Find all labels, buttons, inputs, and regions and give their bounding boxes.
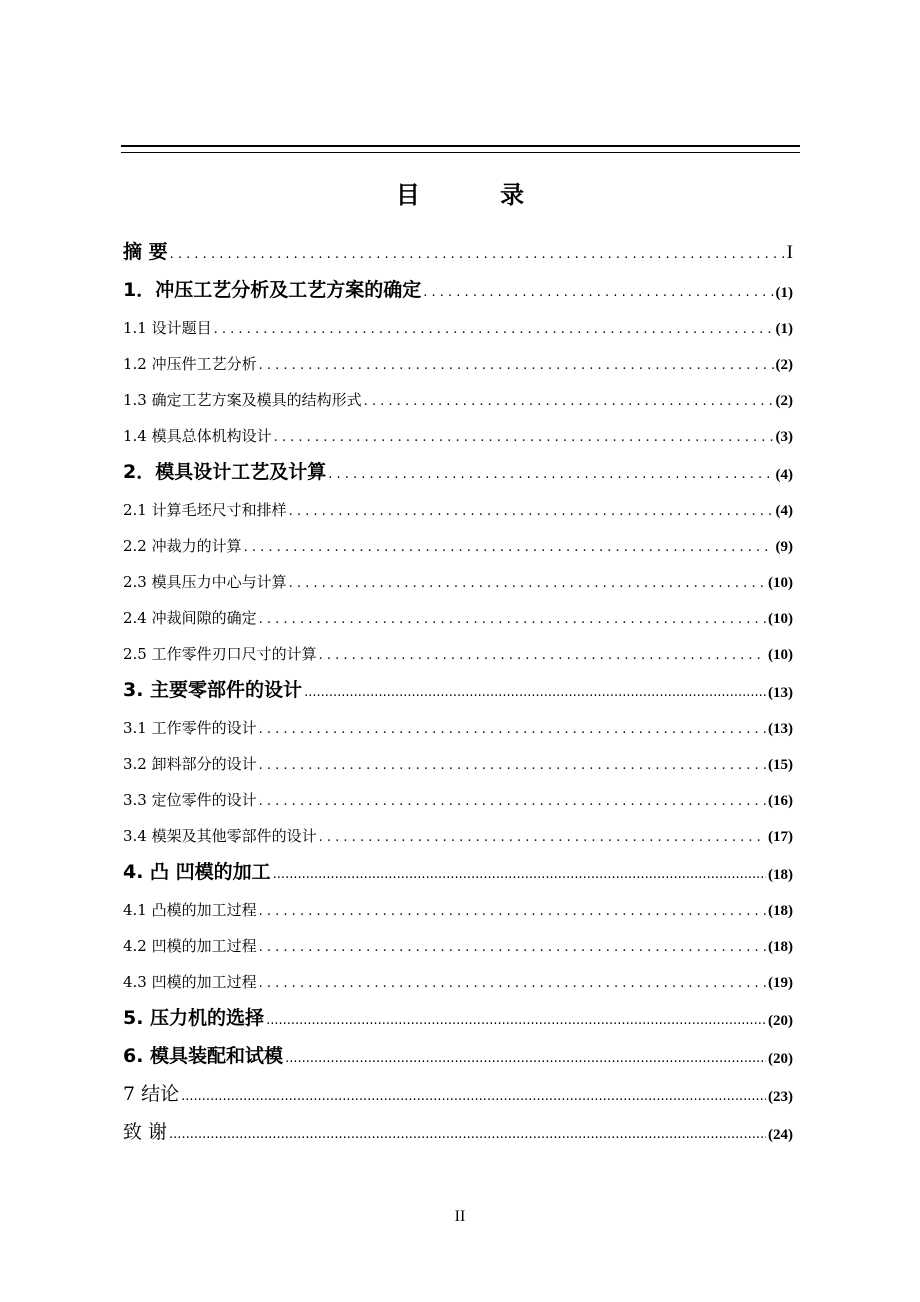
toc-leader <box>274 430 774 446</box>
toc-entry-3-3[interactable] <box>123 774 793 810</box>
page-number-footer: II <box>454 1208 466 1225</box>
toc-page: (18) <box>768 903 793 919</box>
toc-page: (23) <box>768 1089 793 1105</box>
header-rule <box>121 145 800 153</box>
toc-leader <box>259 358 774 374</box>
toc-entry-3-1[interactable] <box>123 702 793 738</box>
toc-label: 4.1 凸模的加工过程 <box>123 901 257 919</box>
toc-entry-4[interactable] <box>123 846 793 884</box>
toc-entry-2-4[interactable] <box>123 592 793 628</box>
toc-leader <box>170 246 785 264</box>
toc-entry-4-2[interactable] <box>123 920 793 956</box>
toc-leader <box>289 504 774 520</box>
toc-entry-3-2[interactable] <box>123 738 793 774</box>
toc-label: 2.2 冲裁力的计算 <box>123 537 242 555</box>
toc-entry-4-3[interactable] <box>123 956 793 992</box>
toc-leader <box>244 540 774 556</box>
toc-entry-1-2[interactable] <box>123 338 793 374</box>
toc-leader <box>304 684 766 702</box>
toc-page: (10) <box>768 647 793 663</box>
toc-entry-4-1[interactable] <box>123 884 793 920</box>
toc-page: (15) <box>768 757 793 773</box>
toc-leader <box>259 904 766 920</box>
toc-page: (10) <box>768 575 793 591</box>
toc-leader <box>266 1012 766 1030</box>
toc-leader <box>259 976 766 992</box>
toc-label: 3.2 卸料部分的设计 <box>123 755 257 773</box>
toc-label: 2.1 计算毛坯尺寸和排样 <box>123 501 287 519</box>
toc-page: (2) <box>775 393 793 409</box>
toc-label: 4.3 凹模的加工过程 <box>123 973 257 991</box>
toc-label: 3.3 定位零件的设计 <box>123 791 257 809</box>
toc-leader <box>319 830 766 846</box>
toc-leader <box>259 612 766 628</box>
toc-page: (1) <box>775 285 793 301</box>
toc-entry-2-2[interactable] <box>123 520 793 556</box>
toc-page: (9) <box>775 539 793 555</box>
toc-label: 3.4 模架及其他零部件的设计 <box>123 827 317 845</box>
toc-label: 摘 要 <box>123 241 168 263</box>
toc-label: 致 谢 <box>123 1121 168 1143</box>
toc-leader <box>259 794 766 810</box>
table-of-contents <box>123 226 793 1144</box>
toc-leader <box>423 284 773 302</box>
toc-entry-3[interactable] <box>123 664 793 702</box>
toc-page: (20) <box>768 1051 793 1067</box>
toc-label: 2.4 冲裁间隙的确定 <box>123 609 257 627</box>
toc-entry-1-1[interactable] <box>123 302 793 338</box>
toc-leader <box>169 1126 766 1144</box>
toc-leader <box>259 940 766 956</box>
toc-entry-2-3[interactable] <box>123 556 793 592</box>
toc-label: 2.3 模具压力中心与计算 <box>123 573 287 591</box>
toc-entry-7[interactable] <box>123 1068 793 1106</box>
toc-page: (17) <box>768 829 793 845</box>
toc-label: 5. 压力机的选择 <box>123 1007 265 1029</box>
toc-label: 1.2 冲压件工艺分析 <box>123 355 257 373</box>
toc-entry-2[interactable] <box>123 446 793 484</box>
toc-page: (1) <box>775 321 793 337</box>
toc-page: (3) <box>775 429 793 445</box>
toc-leader <box>181 1088 766 1106</box>
toc-label: 1.3 确定工艺方案及模具的结构形式 <box>123 391 362 409</box>
toc-leader <box>214 322 774 338</box>
toc-page: (4) <box>775 503 793 519</box>
toc-page: (18) <box>768 939 793 955</box>
toc-leader <box>289 576 766 592</box>
toc-label: 6. 模具装配和试模 <box>123 1045 284 1067</box>
toc-page: (19) <box>768 975 793 991</box>
toc-page: (18) <box>768 867 793 883</box>
toc-label: 2.5 工作零件刃口尺寸的计算 <box>123 645 317 663</box>
toc-label: 3. 主要零部件的设计 <box>123 679 303 701</box>
toc-label: 4. 凸 凹模的加工 <box>123 861 271 883</box>
toc-entry-5[interactable] <box>123 992 793 1030</box>
toc-page: (4) <box>775 467 793 483</box>
toc-page: (2) <box>775 357 793 373</box>
toc-label: 1.4 模具总体机构设计 <box>123 427 272 445</box>
toc-page: (10) <box>768 611 793 627</box>
toc-entry-1-3[interactable] <box>123 374 793 410</box>
toc-label: 4.2 凹模的加工过程 <box>123 937 257 955</box>
toc-entry-2-1[interactable] <box>123 484 793 520</box>
toc-label: 3.1 工作零件的设计 <box>123 719 257 737</box>
toc-leader <box>259 758 766 774</box>
toc-page: (16) <box>768 793 793 809</box>
toc-entry-1[interactable] <box>123 264 793 302</box>
toc-entry-2-5[interactable] <box>123 628 793 664</box>
toc-leader <box>328 466 773 484</box>
page-title: 目 录 <box>395 181 561 209</box>
toc-page: (13) <box>768 685 793 701</box>
toc-label: 7 结论 <box>123 1083 180 1105</box>
toc-entry-6[interactable] <box>123 1030 793 1068</box>
toc-entry-1-4[interactable] <box>123 410 793 446</box>
toc-leader <box>319 648 766 664</box>
toc-leader <box>285 1050 766 1068</box>
toc-page: (24) <box>768 1127 793 1143</box>
toc-label: 2．模具设计工艺及计算 <box>123 461 327 483</box>
toc-leader <box>273 866 766 884</box>
toc-leader <box>364 394 774 410</box>
toc-label: 1.1 设计题目 <box>123 319 212 337</box>
toc-entry-acknowledgements[interactable] <box>123 1106 793 1144</box>
toc-leader <box>259 722 766 738</box>
toc-entry-3-4[interactable] <box>123 810 793 846</box>
toc-entry-abstract[interactable] <box>123 226 793 264</box>
toc-page: I <box>786 242 793 263</box>
toc-page: (20) <box>768 1013 793 1029</box>
toc-label: 1．冲压工艺分析及工艺方案的确定 <box>123 279 422 301</box>
toc-page: (13) <box>768 721 793 737</box>
